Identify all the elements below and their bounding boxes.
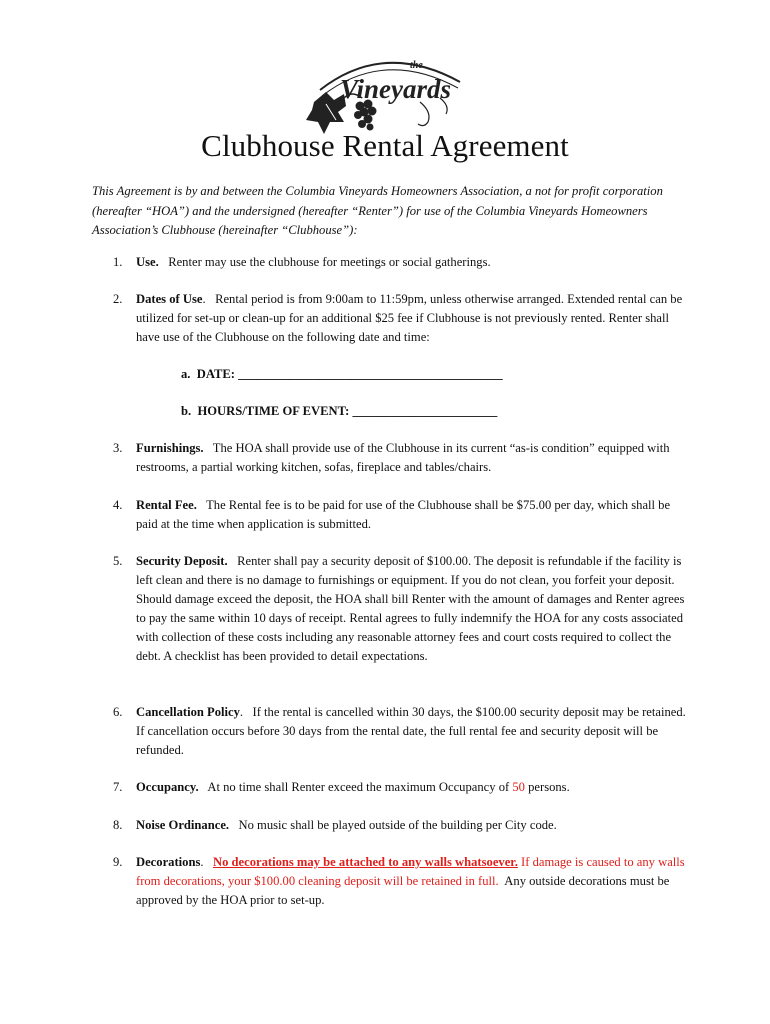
item-heading: Dates of Use bbox=[136, 292, 203, 306]
item-number: 2. bbox=[113, 292, 123, 306]
item-heading: Occupancy. bbox=[136, 780, 199, 794]
item-number: 3. bbox=[113, 441, 123, 455]
item-text: Renter may use the clubhouse for meetings or social gatherings. bbox=[168, 255, 491, 269]
term-item-cancellation-policy bbox=[113, 703, 693, 760]
term-item-occupancy bbox=[113, 778, 693, 797]
item-number: 8. bbox=[113, 818, 123, 832]
date-field-line bbox=[181, 365, 503, 384]
item-number: 6. bbox=[113, 705, 123, 719]
svg-text:Vineyards: Vineyards bbox=[340, 74, 452, 104]
heading-punctuation: . bbox=[239, 705, 244, 719]
item-text-end: persons. bbox=[528, 780, 570, 794]
term-item-furnishings bbox=[113, 439, 693, 477]
item-text: The Rental fee is to be paid for use of the Clubhouse shall be $75.00 per day, which shall be paid at the time when application is submitted. bbox=[136, 498, 671, 531]
item-heading: Use. bbox=[136, 255, 159, 269]
item-text: At no time shall Renter exceed the maximum Occupancy of bbox=[207, 780, 510, 794]
item-text: Renter shall pay a security deposit of $100.00. The deposit is refundable if the facility is left clean and there is no damage to furnishings or equipment. If you do not clean, you forfeit your deposit. Should damage exceed the deposit, the HOA shall bill Renter with the amount of damages and Renter agrees to pay the same within 10 days of receipt. Rental agrees to fully indemnify the HOA for any costs associated with collection of these costs including any reasonable attorney fees and court costs required to collect the debt. A checklist has been provided to detail expectations. bbox=[136, 554, 685, 663]
item-text: No music shall be played outside of the building per City code. bbox=[238, 818, 557, 832]
item-heading: Rental Fee. bbox=[136, 498, 197, 512]
page-title: Clubhouse Rental Agreement bbox=[201, 128, 569, 163]
item-text: Rental period is from 9:00am to 11:59pm, unless otherwise arranged. Extended rental can be utilized for set-up or clean-up for an additional $25 fee if Clubhouse is not previously rented. Renter shall have use of the Clubhouse on the following date and time: bbox=[136, 292, 683, 344]
sub-item-text: HOURS/TIME OF EVENT: _______________________ bbox=[197, 404, 498, 418]
item-heading: Security Deposit. bbox=[136, 554, 228, 568]
item-heading: Decorations bbox=[136, 855, 201, 869]
item-text: If the rental is cancelled within 30 days, the $100.00 security deposit may be retained. If cancellation occurs before 30 days from the rental date, the full rental fee and security deposit will be refunded. bbox=[136, 705, 686, 757]
item-number: 5. bbox=[113, 554, 123, 568]
item-heading: Noise Ordinance. bbox=[136, 818, 230, 832]
item-number: 4. bbox=[113, 498, 123, 512]
term-item-noise-ordinance bbox=[113, 816, 693, 835]
sub-item-label: a. bbox=[181, 367, 191, 381]
term-item-decorations bbox=[113, 853, 693, 910]
item-text-end: Any outside decorations must be approved by the HOA prior to set-up. bbox=[136, 874, 670, 907]
item-number: 9. bbox=[113, 855, 123, 869]
hours-field-line bbox=[181, 402, 497, 421]
svg-text:the: the bbox=[410, 60, 423, 71]
item-number: 7. bbox=[113, 780, 123, 794]
term-item-security-deposit bbox=[113, 552, 693, 666]
heading-punctuation: . bbox=[200, 855, 204, 869]
item-heading: Cancellation Policy bbox=[136, 705, 240, 719]
item-text: The HOA shall provide use of the Clubhouse in its current “as-is condition” equipped with restrooms, a partial working kitchen, sofas, fireplace and tables/chairs. bbox=[136, 441, 670, 474]
decorations-warning: If damage is caused to any walls from decorations, your $100.00 cleaning deposit will be retained in full. bbox=[136, 855, 685, 888]
max-occupancy-value: 50 bbox=[512, 780, 525, 794]
term-item-use bbox=[113, 253, 693, 272]
sub-item-label: b. bbox=[181, 404, 192, 418]
item-heading: Furnishings. bbox=[136, 441, 204, 455]
intro-paragraph: This Agreement is by and between the Columbia Vineyards Homeowners Association, a not for profit corporation (hereafter “HOA”) and the undersigned (hereafter “Renter”) for use of the Columbia Vineyards Homeowners Association’s Clubhouse (hereinafter “Clubhouse”): bbox=[92, 184, 663, 237]
item-number: 1. bbox=[113, 255, 123, 269]
sub-item-text: DATE: __________________________________________ bbox=[196, 367, 503, 381]
term-item-dates-of-use bbox=[113, 290, 693, 347]
heading-punctuation: . bbox=[202, 292, 206, 306]
decorations-warning-underlined: No decorations may be attached to any walls whatsoever. bbox=[212, 855, 518, 869]
term-item-rental-fee bbox=[113, 496, 693, 534]
